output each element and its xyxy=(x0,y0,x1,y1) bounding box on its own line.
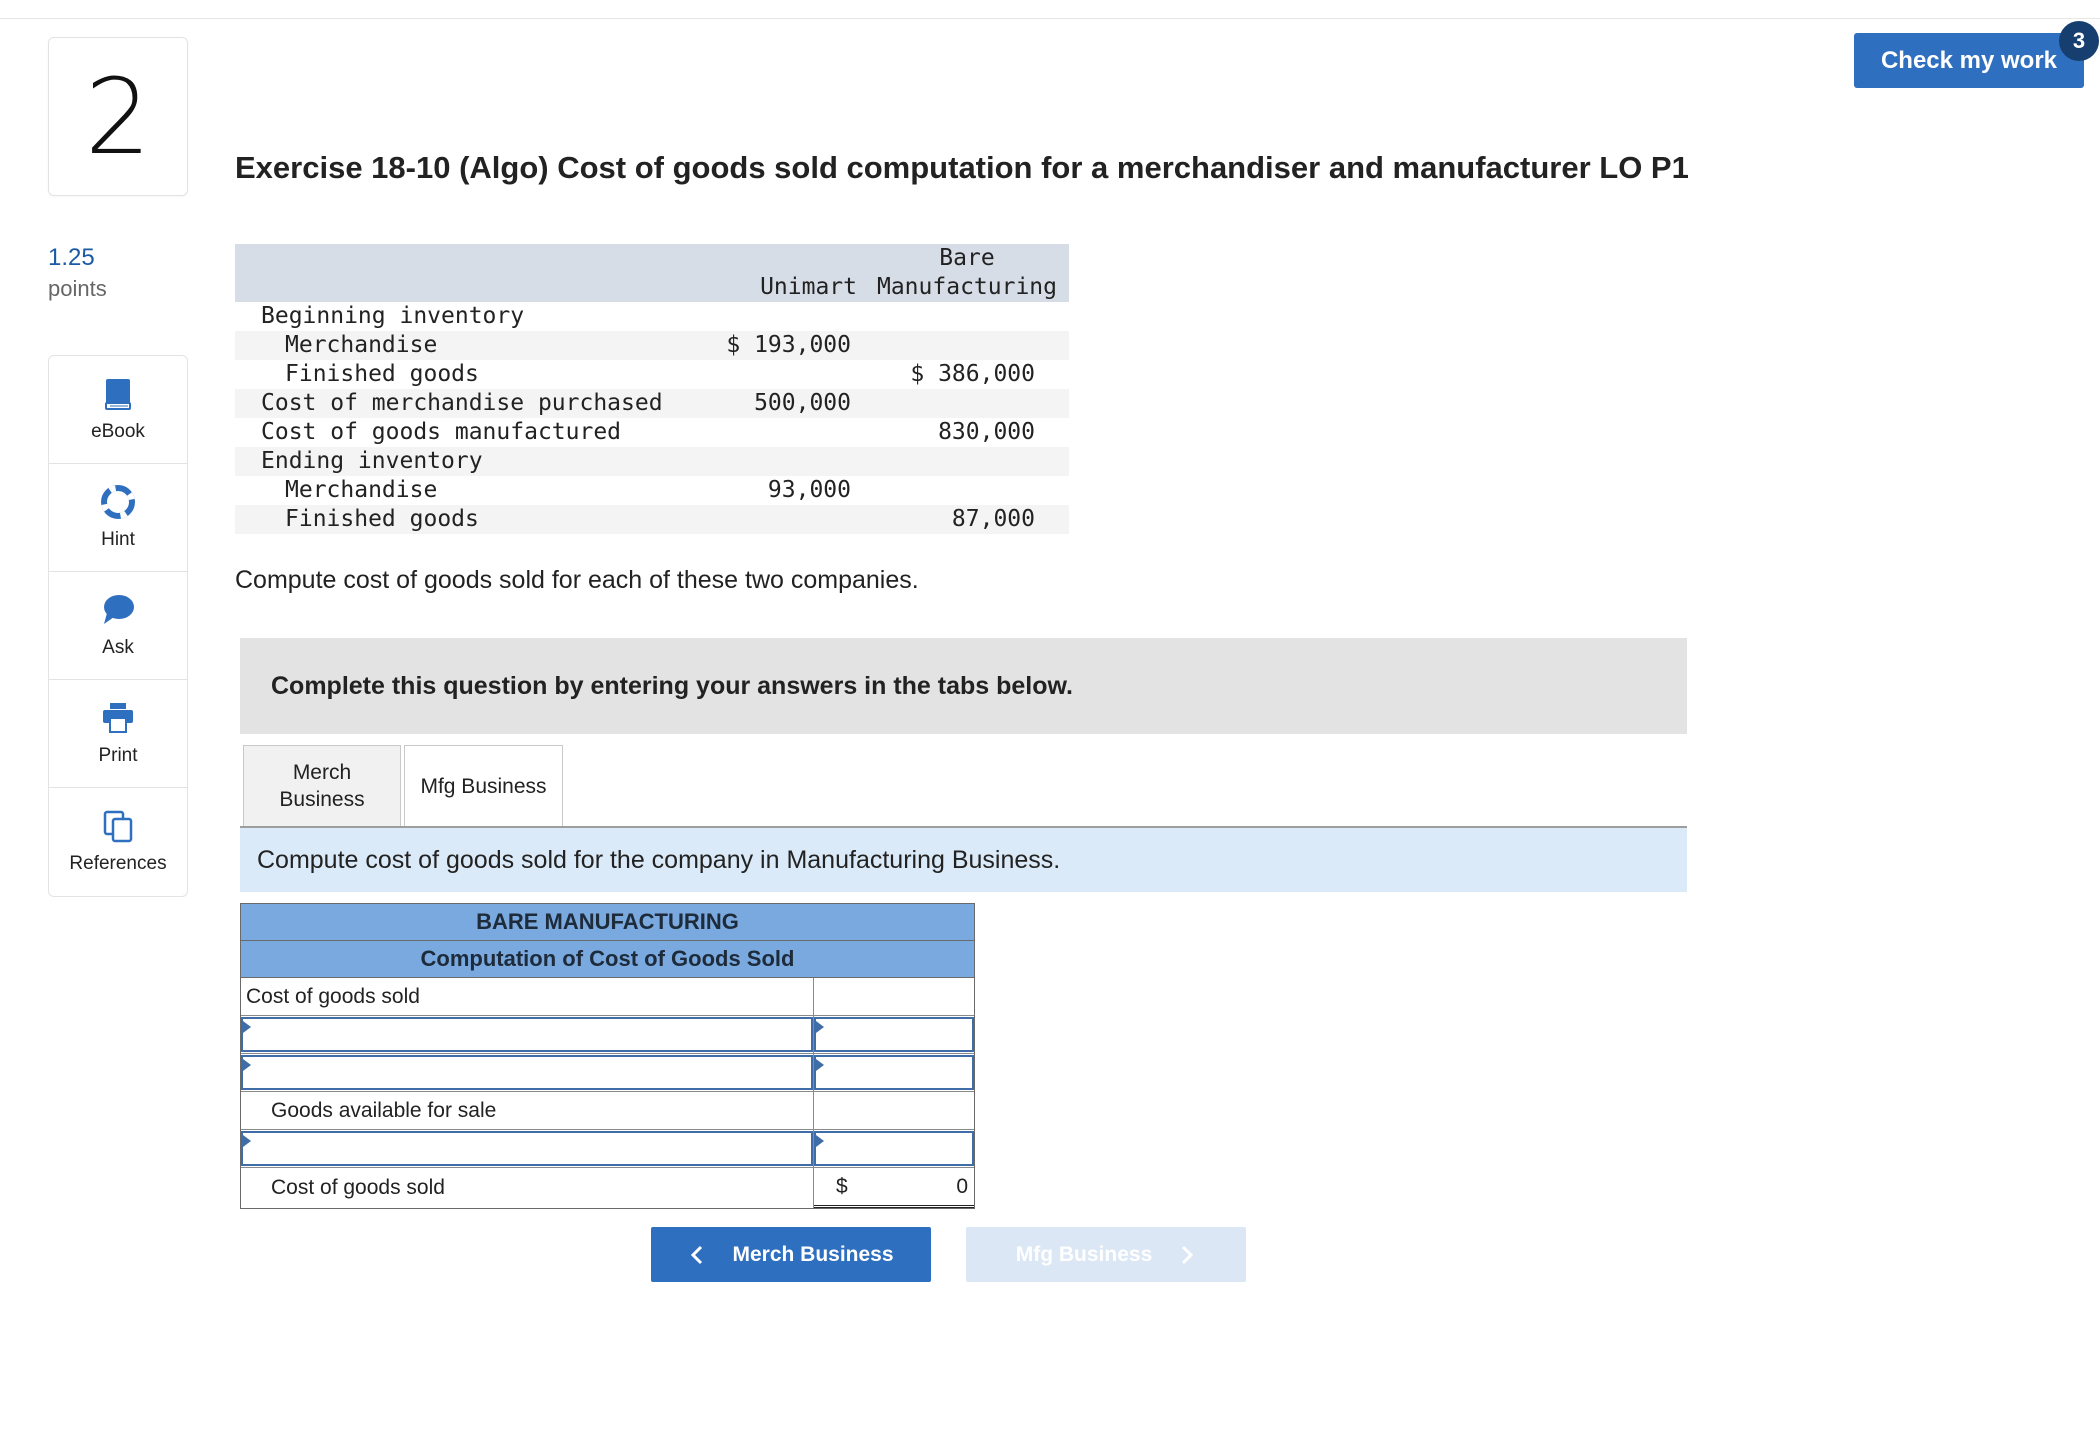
question-number: 2 xyxy=(48,37,188,196)
currency-symbol: $ xyxy=(836,1175,848,1198)
table-row xyxy=(241,1092,974,1130)
sidebar-item-references[interactable] xyxy=(49,788,187,896)
table-row: Cost of merchandise purchased 500,000 xyxy=(235,389,1069,418)
chevron-left-icon xyxy=(688,1244,706,1266)
table-row: Ending inventory xyxy=(235,447,1069,476)
points-label: points xyxy=(48,276,107,301)
table-row xyxy=(241,1130,974,1168)
sidebar-item-ask[interactable] xyxy=(49,572,187,680)
cogs-total-cell xyxy=(814,1168,974,1208)
page-title: Exercise 18-10 (Algo) Cost of goods sold computation for a merchandiser and manufacturer LO P1 xyxy=(235,150,1689,185)
sidebar-item-label: Hint xyxy=(101,528,135,550)
company-heading: BARE MANUFACTURING xyxy=(241,904,974,941)
next-tab-button[interactable]: Mfg Business xyxy=(966,1227,1246,1282)
line-item-2-amount-input[interactable] xyxy=(816,1057,972,1088)
table-row: Beginning inventory xyxy=(261,303,525,329)
goods-available-label: Goods available for sale xyxy=(241,1092,814,1129)
table-row: Merchandise $ 193,000 xyxy=(235,331,1069,360)
table-row xyxy=(241,978,974,1016)
chat-bubble-icon xyxy=(101,593,135,627)
sidebar-item-hint[interactable] xyxy=(49,464,187,572)
printer-icon xyxy=(101,701,135,735)
question-instruction: Compute cost of goods sold for each of these two companies. xyxy=(235,566,919,594)
copy-icon xyxy=(101,809,135,843)
table-row: Finished goods 87,000 xyxy=(235,505,1069,534)
table-row: Cost of goods manufactured 830,000 xyxy=(261,419,1035,445)
points-value: 1.25 xyxy=(48,244,95,271)
sidebar-item-label: Print xyxy=(98,744,138,766)
attempts-badge: 3 xyxy=(2059,21,2099,61)
cogs-total-value: 0 xyxy=(956,1175,968,1198)
sidebar-item-label: Ask xyxy=(102,636,134,658)
table-row: Merchandise 93,000 xyxy=(285,477,851,503)
prev-tab-button[interactable]: Merch Business xyxy=(651,1227,931,1282)
table-row xyxy=(241,1054,974,1092)
sidebar-item-label: References xyxy=(69,853,167,874)
tab-instruction: Compute cost of goods sold for the company in Manufacturing Business. xyxy=(240,828,1687,892)
table-row xyxy=(241,1016,974,1054)
table-row: Finished goods $ 386,000 xyxy=(285,361,1035,387)
given-data-table xyxy=(235,244,1069,534)
sidebar-item-print[interactable] xyxy=(49,680,187,788)
chevron-right-icon xyxy=(1178,1244,1196,1266)
cogs-total-label: Cost of goods sold xyxy=(241,1168,814,1208)
sidebar-item-label: eBook xyxy=(91,420,145,442)
tab-merch-business[interactable]: Merch Business xyxy=(243,745,401,827)
line-item-1-label-input[interactable] xyxy=(243,1019,811,1050)
sidebar-item-ebook[interactable] xyxy=(49,356,187,464)
cogs-answer-table xyxy=(240,903,975,1209)
table-row xyxy=(241,1168,974,1208)
line-item-1-amount-input[interactable] xyxy=(816,1019,972,1050)
line-item-3-amount-input[interactable] xyxy=(816,1133,972,1164)
check-my-work-button[interactable]: Check my work xyxy=(1854,33,2084,88)
line-item-3-label-input[interactable] xyxy=(243,1133,811,1164)
computation-heading: Computation of Cost of Goods Sold xyxy=(241,941,974,978)
lifebuoy-icon xyxy=(101,485,135,519)
complete-instructions-banner: Complete this question by entering your answers in the tabs below. xyxy=(240,638,1687,734)
top-divider xyxy=(0,18,2100,19)
sidebar-tools xyxy=(48,355,188,897)
col-header-bare: Bare Manufacturing xyxy=(876,245,1057,300)
tab-mfg-business[interactable]: Mfg Business xyxy=(404,745,563,828)
col-header-unimart: Unimart xyxy=(760,274,857,300)
row-label: Cost of goods sold xyxy=(241,978,814,1015)
line-item-2-label-input[interactable] xyxy=(243,1057,811,1088)
book-icon xyxy=(101,377,135,411)
